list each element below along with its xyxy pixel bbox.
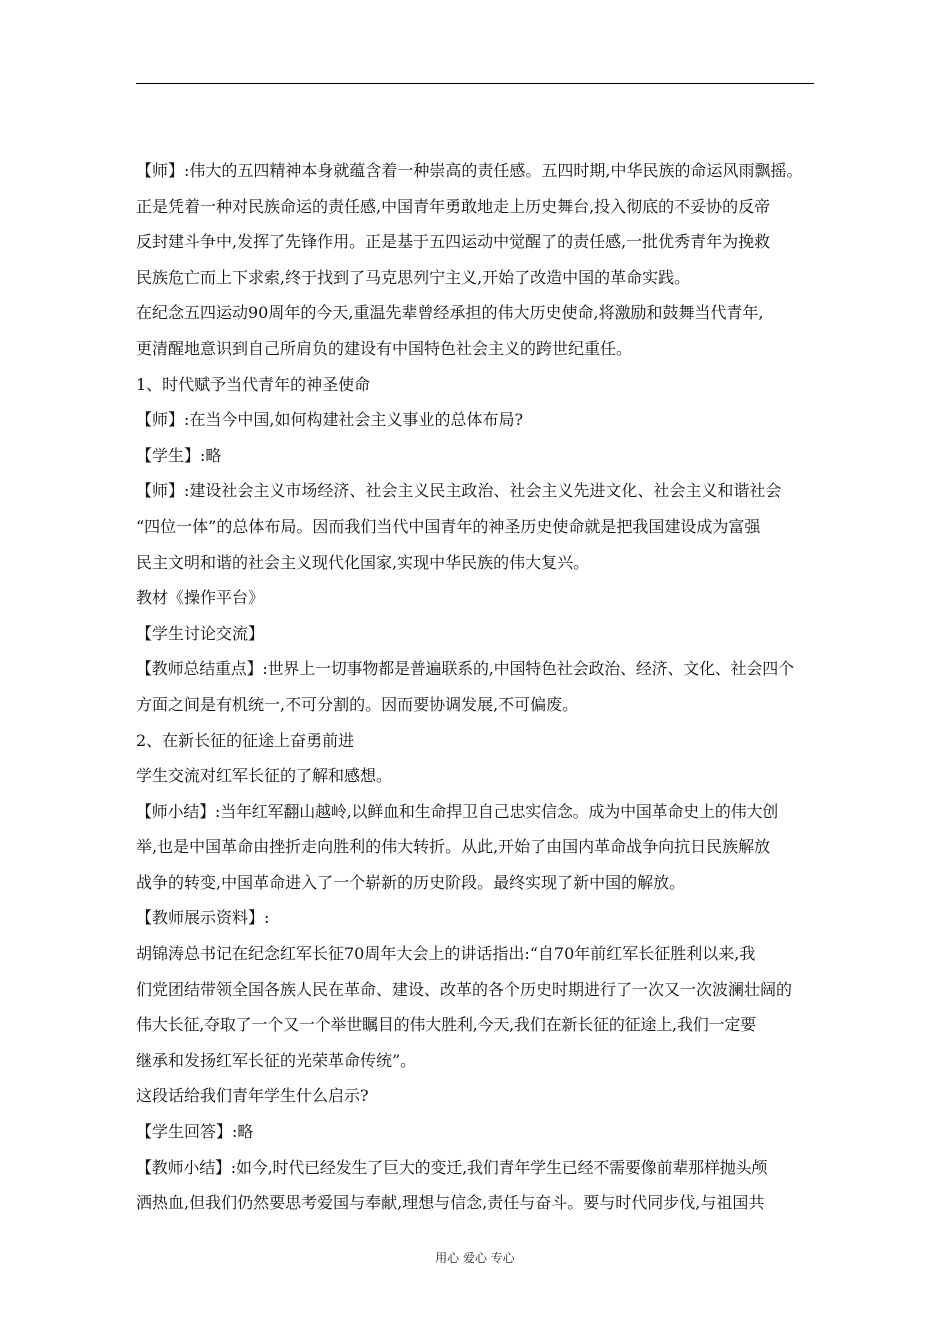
section-heading: 1、时代赋予当代青年的神圣使命 bbox=[136, 374, 371, 394]
text-line: 【师】:伟大的五四精神本身就蕴含着一种崇高的责任感。五四时期,中华民族的命运风雨飘摇。 bbox=[136, 161, 803, 180]
text-line: 这段话给我们青年学生什么启示? bbox=[136, 1086, 369, 1106]
text-line: 【师】:在当今中国,如何构建社会主义事业的总体布局? bbox=[136, 410, 524, 430]
text-line: 反封建斗争中,发挥了先锋作用。正是基于五四运动中觉醒了的责任感,一批优秀青年为挽救 bbox=[136, 232, 771, 252]
text-line: 【教师总结重点】:世界上一切事物都是普遍联系的,中国特色社会政治、经济、文化、社会四个 bbox=[136, 659, 794, 679]
text-line: 继承和发扬红军长征的光荣革命传统”。 bbox=[136, 1050, 417, 1070]
text-line: 伟大长征,夺取了一个又一个举世瞩目的伟大胜利,今天,我们在新长征的征途上,我们一定要 bbox=[136, 1015, 756, 1035]
text-line: 胡锦涛总书记在纪念红军长征70周年大会上的讲话指出:“自70年前红军长征胜利以来,我 bbox=[136, 944, 756, 964]
text-line: “四位一体”的总体布局。因而我们当代中国青年的神圣历史使命就是把我国建设成为富强 bbox=[136, 516, 761, 536]
text-line: 正是凭着一种对民族命运的责任感,中国青年勇敢地走上历史舞台,投入彻底的不妥协的反帝 bbox=[136, 196, 771, 216]
text-line: 民族危亡而上下求索,终于找到了马克思列宁主义,开始了改造中国的革命实践。 bbox=[136, 267, 691, 287]
text-line: 【师】:建设社会主义市场经济、社会主义民主政治、社会主义先进文化、社会主义和谐社会 bbox=[136, 481, 782, 501]
text-line: 战争的转变,中国革命进入了一个崭新的历史阶段。最终实现了新中国的解放。 bbox=[136, 872, 686, 892]
text-line: 【教师展示资料】: bbox=[136, 908, 270, 928]
text-line: 【学生讨论交流】 bbox=[136, 623, 265, 643]
text-line: 洒热血,但我们仍然要思考爱国与奉献,理想与信念,责任与奋斗。要与时代同步伐,与祖国共 bbox=[136, 1193, 765, 1213]
page-footer: 用心 爱心 专心 bbox=[435, 1251, 515, 1265]
header-rule bbox=[136, 83, 814, 84]
text-line: 更清醒地意识到自己所肩负的建设有中国特色社会主义的跨世纪重任。 bbox=[136, 338, 633, 358]
text-line: 民主文明和谐的社会主义现代化国家,实现中华民族的伟大复兴。 bbox=[136, 552, 590, 572]
text-line: 们党团结带领全国各族人民在革命、建设、改革的各个历史时期进行了一次又一次波澜壮阔的 bbox=[136, 979, 793, 999]
text-line: 【学生回答】:略 bbox=[136, 1122, 254, 1142]
document-body bbox=[136, 157, 826, 1225]
text-line: 【师小结】:当年红军翻山越岭,以鲜血和生命捍卫自己忠实信念。成为中国革命史上的伟大创 bbox=[136, 801, 779, 821]
text-line: 举,也是中国革命由挫折走向胜利的伟大转折。从此,开始了由国内革命战争向抗日民族解放 bbox=[136, 837, 771, 857]
text-line: 学生交流对红军长征的了解和感想。 bbox=[136, 766, 393, 786]
text-line: 【教师小结】:如今,时代已经发生了巨大的变迁,我们青年学生已经不需要像前辈那样抛头颅 bbox=[136, 1157, 768, 1177]
text-line: 方面之间是有机统一,不可分割的。因而要协调发展,不可偏废。 bbox=[136, 694, 579, 714]
text-line: 在纪念五四运动90周年的今天,重温先辈曾经承担的伟大历史使命,将激励和鼓舞当代青年, bbox=[136, 303, 764, 323]
text-line: 教材《操作平台》 bbox=[136, 588, 265, 608]
section-heading: 2、在新长征的征途上奋勇前进 bbox=[136, 730, 355, 750]
text-line: 【学生】:略 bbox=[136, 445, 222, 465]
